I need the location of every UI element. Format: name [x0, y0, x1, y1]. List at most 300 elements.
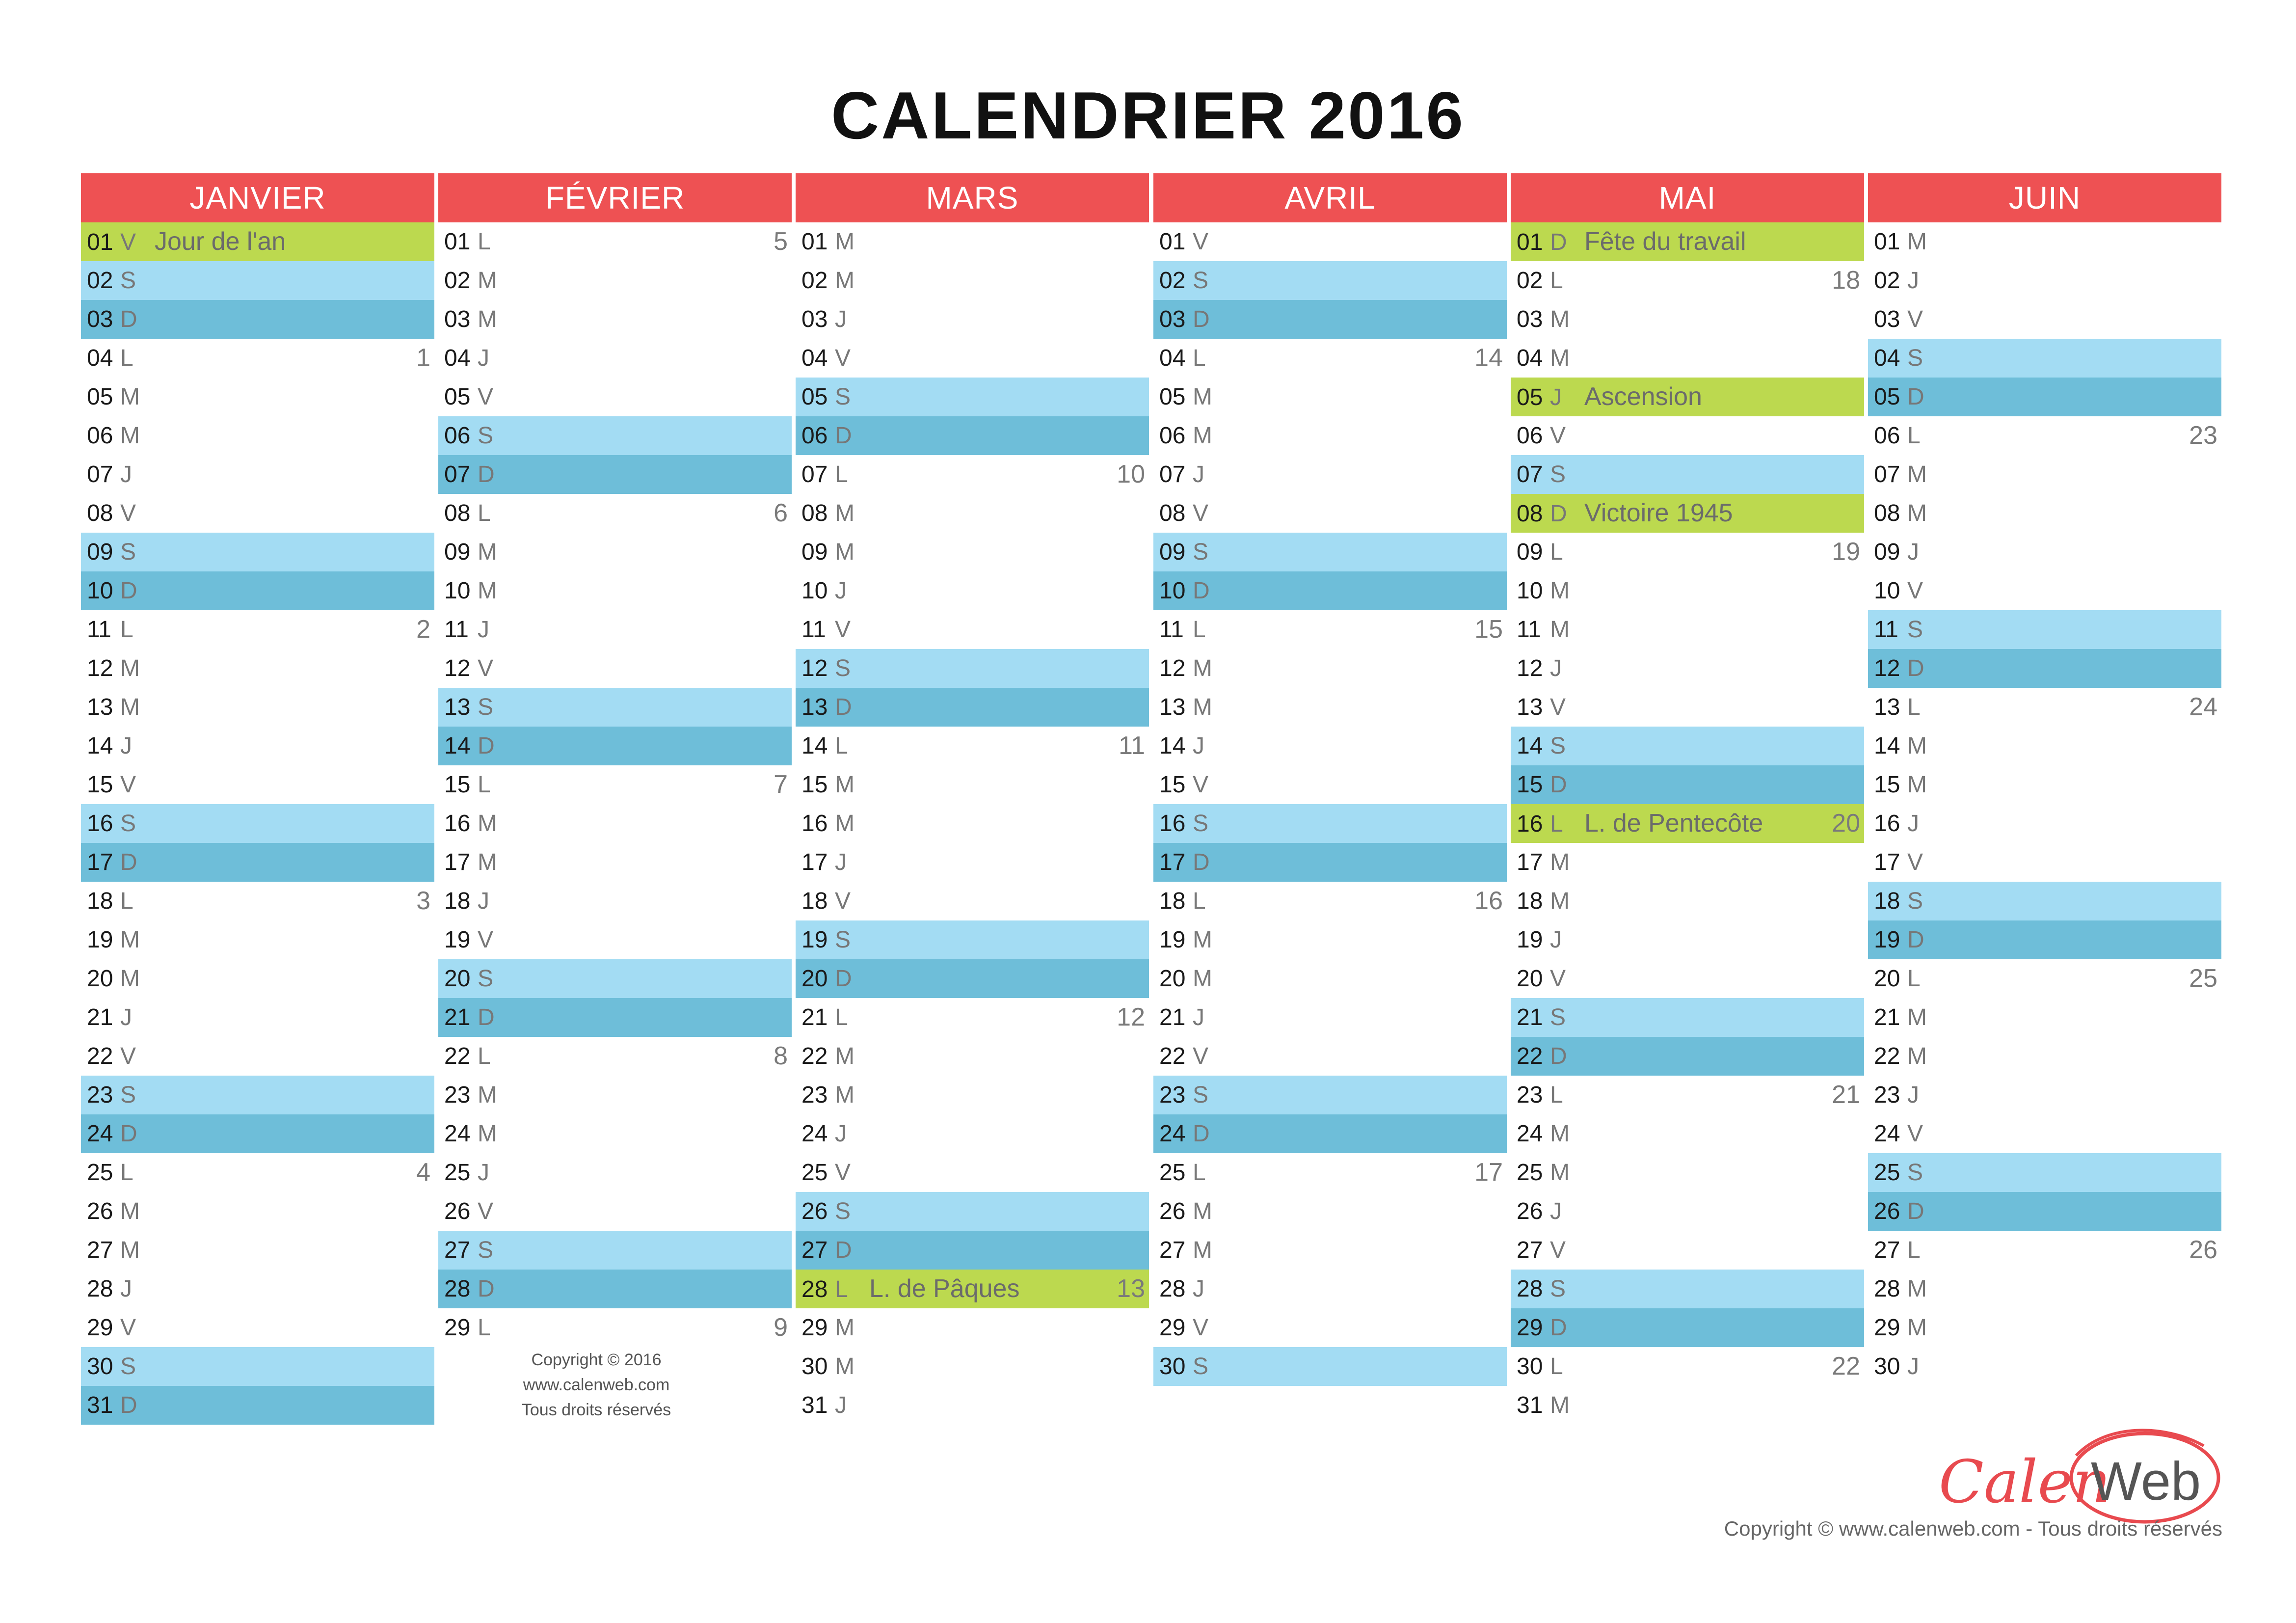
day-number: 11: [1874, 617, 1898, 643]
day-row: [1511, 1270, 1864, 1308]
day-letter: V: [1907, 1121, 1923, 1147]
day-letter: D: [478, 461, 495, 487]
day-letter: J: [1193, 461, 1204, 487]
week-number: 19: [1832, 538, 1860, 566]
month-header: JUIN: [1868, 173, 2221, 222]
day-row: [438, 1308, 792, 1347]
day-number: 18: [801, 888, 828, 914]
day-row: [438, 649, 792, 688]
day-letter: D: [1907, 384, 1924, 410]
day-row: [1511, 1347, 1864, 1386]
day-letter: M: [478, 1121, 497, 1147]
day-letter: L: [478, 229, 491, 255]
day-number: 11: [1517, 617, 1541, 643]
day-number: 29: [1159, 1315, 1186, 1341]
day-letter: L: [835, 733, 848, 759]
day-number: 06: [801, 423, 828, 449]
week-number: 15: [1474, 615, 1503, 644]
day-letter: D: [1550, 229, 1567, 255]
day-letter: V: [1907, 306, 1923, 332]
day-number: 23: [1159, 1082, 1186, 1108]
day-number: 02: [1874, 268, 1900, 294]
day-letter: S: [1193, 539, 1209, 565]
day-letter: S: [835, 927, 851, 953]
day-row: [1511, 533, 1864, 571]
day-number: 21: [1159, 1004, 1186, 1030]
day-number: 28: [444, 1276, 471, 1302]
day-row: [1511, 1114, 1864, 1153]
day-number: 04: [87, 345, 113, 371]
day-letter: D: [1193, 578, 1210, 604]
day-row: [1511, 300, 1864, 339]
day-letter: J: [1550, 655, 1562, 681]
day-row: [1153, 1231, 1507, 1270]
day-row: [1153, 920, 1507, 959]
day-letter: M: [1193, 1237, 1212, 1263]
day-letter: J: [1907, 1353, 1919, 1380]
day-letter: V: [120, 229, 136, 255]
day-row: [81, 1192, 434, 1231]
day-number: 15: [801, 772, 828, 798]
day-letter: J: [120, 1276, 132, 1302]
day-letter: D: [120, 1121, 137, 1147]
day-row: [796, 843, 1149, 882]
day-number: 12: [801, 655, 828, 681]
day-row: [1868, 1076, 2221, 1114]
day-number: 10: [1517, 578, 1543, 604]
day-row: [1868, 1192, 2221, 1231]
day-number: 20: [444, 966, 471, 992]
logo-text-web: Web: [2091, 1451, 2201, 1512]
day-letter: M: [1907, 772, 1927, 798]
day-row: [1153, 571, 1507, 610]
day-letter: V: [1193, 772, 1209, 798]
day-number: 18: [1517, 888, 1543, 914]
day-row: [1153, 727, 1507, 765]
day-row: [1153, 261, 1507, 300]
day-letter: V: [1550, 966, 1566, 992]
week-number: 16: [1474, 887, 1503, 915]
day-number: 26: [1159, 1198, 1186, 1224]
day-row: [796, 533, 1149, 571]
day-letter: V: [1193, 500, 1209, 526]
day-letter: M: [835, 1043, 854, 1069]
day-number: 05: [1517, 384, 1543, 410]
day-number: 28: [1159, 1276, 1186, 1302]
day-row: [81, 1270, 434, 1308]
day-letter: M: [1907, 461, 1927, 487]
day-row: [1868, 959, 2221, 998]
day-number: 19: [1159, 927, 1186, 953]
day-letter: M: [835, 229, 854, 255]
day-number: 07: [1159, 461, 1186, 487]
day-letter: S: [1550, 733, 1566, 759]
day-letter: L: [835, 1004, 848, 1030]
day-letter: M: [120, 1198, 140, 1224]
day-number: 09: [87, 539, 113, 565]
day-number: 25: [1517, 1160, 1543, 1186]
day-letter: D: [1907, 927, 1924, 953]
day-number: 11: [801, 617, 826, 643]
mid-copyright-line2: www.calenweb.com: [523, 1376, 670, 1394]
day-letter: V: [1193, 229, 1209, 255]
day-letter: M: [1550, 1392, 1570, 1418]
day-row: [1511, 1308, 1864, 1347]
day-row: [81, 843, 434, 882]
day-number: 08: [1517, 501, 1543, 527]
day-number: 18: [87, 888, 113, 914]
day-letter: M: [835, 500, 854, 526]
day-row: [438, 416, 792, 455]
week-number: 14: [1474, 344, 1503, 372]
day-letter: M: [1550, 1121, 1570, 1147]
day-number: 28: [801, 1276, 828, 1302]
day-letter: V: [120, 1315, 136, 1341]
day-letter: L: [1550, 1353, 1563, 1380]
day-row: [796, 494, 1149, 533]
day-number: 03: [1517, 306, 1543, 332]
day-letter: D: [1550, 1043, 1567, 1069]
day-letter: M: [835, 1315, 854, 1341]
day-row: [1153, 1114, 1507, 1153]
day-number: 04: [801, 345, 828, 371]
day-row: [81, 1037, 434, 1076]
day-row: [796, 378, 1149, 416]
day-row: [796, 1308, 1149, 1347]
day-row: [1153, 1153, 1507, 1192]
day-letter: L: [478, 772, 491, 798]
day-row: [81, 222, 434, 261]
calenweb-logo: [1929, 1426, 2223, 1529]
day-number: 03: [1874, 306, 1900, 332]
day-letter: L: [120, 617, 133, 643]
day-row: [81, 571, 434, 610]
day-row: [1153, 765, 1507, 804]
day-letter: J: [1550, 384, 1562, 410]
week-number: 20: [1832, 809, 1860, 838]
day-number: 31: [1517, 1392, 1543, 1418]
day-number: 22: [444, 1043, 471, 1069]
month-column: [1153, 173, 1507, 1386]
day-letter: J: [120, 733, 132, 759]
day-number: 21: [1517, 1004, 1543, 1030]
day-letter: M: [1193, 384, 1212, 410]
day-letter: S: [1193, 1082, 1209, 1108]
day-row: [438, 1037, 792, 1076]
day-row: [796, 1270, 1149, 1308]
day-letter: D: [120, 578, 137, 604]
day-letter: D: [120, 306, 137, 332]
day-letter: M: [1193, 966, 1212, 992]
day-number: 05: [1159, 384, 1186, 410]
day-letter: J: [1193, 1004, 1204, 1030]
day-row: [1511, 222, 1864, 261]
day-row: [1868, 1308, 2221, 1347]
month-column: [438, 173, 792, 1347]
day-number: 23: [1517, 1082, 1543, 1108]
day-number: 29: [1874, 1315, 1900, 1341]
day-number: 08: [87, 500, 113, 526]
day-row: [796, 1114, 1149, 1153]
day-number: 06: [1517, 423, 1543, 449]
day-row: [81, 1231, 434, 1270]
day-number: 17: [87, 849, 113, 875]
day-number: 12: [1874, 655, 1900, 681]
day-number: 20: [801, 966, 828, 992]
day-row: [1511, 688, 1864, 727]
day-number: 27: [1159, 1237, 1186, 1263]
day-row: [81, 1347, 434, 1386]
day-row: [1153, 610, 1507, 649]
day-number: 24: [444, 1121, 471, 1147]
day-row: [1868, 1231, 2221, 1270]
day-row: [1511, 959, 1864, 998]
day-number: 04: [1874, 345, 1900, 371]
day-number: 23: [87, 1082, 113, 1108]
day-number: 14: [1517, 733, 1543, 759]
day-row: [1511, 649, 1864, 688]
day-number: 08: [444, 500, 471, 526]
day-row: [438, 1270, 792, 1308]
day-letter: V: [478, 927, 494, 953]
day-number: 20: [1874, 966, 1900, 992]
day-row: [1153, 416, 1507, 455]
day-number: 19: [444, 927, 471, 953]
day-letter: M: [120, 1237, 140, 1263]
day-row: [438, 533, 792, 571]
day-row: [1511, 1231, 1864, 1270]
day-row: [796, 688, 1149, 727]
day-letter: D: [1193, 1121, 1210, 1147]
day-row: [438, 843, 792, 882]
day-row: [1511, 920, 1864, 959]
day-number: 25: [1159, 1160, 1186, 1186]
day-number: 26: [801, 1198, 828, 1224]
day-row: [1868, 920, 2221, 959]
day-row: [1868, 533, 2221, 571]
day-number: 26: [444, 1198, 471, 1224]
day-number: 09: [444, 539, 471, 565]
day-number: 12: [1517, 655, 1543, 681]
day-row: [796, 649, 1149, 688]
day-number: 22: [1874, 1043, 1900, 1069]
week-number: 6: [774, 499, 788, 527]
day-number: 04: [444, 345, 471, 371]
day-letter: M: [478, 268, 497, 294]
day-number: 12: [87, 655, 113, 681]
day-row: [81, 300, 434, 339]
day-row: [1153, 843, 1507, 882]
day-letter: V: [835, 345, 851, 371]
day-letter: M: [120, 655, 140, 681]
day-row: [81, 688, 434, 727]
day-number: 26: [87, 1198, 113, 1224]
day-letter: D: [835, 694, 852, 720]
day-row: [81, 378, 434, 416]
day-number: 01: [1517, 229, 1543, 255]
day-number: 17: [444, 849, 471, 875]
day-number: 27: [1517, 1237, 1543, 1263]
day-letter: J: [835, 1121, 847, 1147]
day-letter: M: [1550, 306, 1570, 332]
day-number: 14: [1874, 733, 1900, 759]
day-letter: L: [1907, 694, 1921, 720]
day-number: 12: [1159, 655, 1186, 681]
day-number: 07: [444, 461, 471, 487]
day-number: 04: [1517, 345, 1543, 371]
week-number: 2: [416, 615, 430, 644]
day-letter: M: [1907, 1004, 1927, 1030]
day-letter: J: [835, 849, 847, 875]
day-letter: V: [120, 772, 136, 798]
day-row: [438, 222, 792, 261]
day-row: [438, 1114, 792, 1153]
day-row: [796, 727, 1149, 765]
day-number: 02: [87, 268, 113, 294]
day-letter: D: [1550, 1315, 1567, 1341]
day-letter: D: [1907, 1198, 1924, 1224]
day-number: 29: [444, 1315, 471, 1341]
day-letter: M: [1193, 423, 1212, 449]
day-letter: M: [1550, 888, 1570, 914]
day-row: [81, 533, 434, 571]
day-row: [796, 610, 1149, 649]
day-row: [438, 571, 792, 610]
month-column: [796, 173, 1149, 1425]
day-letter: M: [1907, 1315, 1927, 1341]
holiday-label: Victoire 1945: [1584, 499, 1733, 527]
day-row: [81, 765, 434, 804]
day-number: 27: [1874, 1237, 1900, 1263]
day-number: 13: [1517, 694, 1543, 720]
day-number: 25: [1874, 1160, 1900, 1186]
day-number: 28: [87, 1276, 113, 1302]
day-letter: L: [478, 1043, 491, 1069]
day-row: [1868, 416, 2221, 455]
week-number: 23: [2189, 421, 2217, 450]
day-row: [1868, 804, 2221, 843]
day-number: 16: [444, 811, 471, 837]
day-row: [438, 494, 792, 533]
day-number: 08: [1874, 500, 1900, 526]
day-number: 29: [1517, 1315, 1543, 1341]
day-number: 02: [1159, 268, 1186, 294]
day-letter: J: [1907, 268, 1919, 294]
day-number: 27: [444, 1237, 471, 1263]
day-row: [438, 455, 792, 494]
day-row: [1511, 1192, 1864, 1231]
day-row: [796, 1192, 1149, 1231]
day-row: [1153, 1270, 1507, 1308]
day-letter: V: [1907, 849, 1923, 875]
day-letter: M: [120, 694, 140, 720]
day-letter: M: [1193, 927, 1212, 953]
day-letter: V: [478, 655, 494, 681]
day-letter: D: [835, 1237, 852, 1263]
day-row: [796, 1231, 1149, 1270]
day-row: [1153, 1076, 1507, 1114]
mid-copyright-line3: Tous droits réservés: [521, 1401, 671, 1419]
day-row: [81, 1386, 434, 1425]
week-number: 9: [774, 1313, 788, 1342]
week-number: 8: [774, 1042, 788, 1070]
day-row: [796, 222, 1149, 261]
day-row: [438, 998, 792, 1037]
day-letter: V: [835, 617, 851, 643]
month-header: FÉVRIER: [438, 173, 792, 222]
day-row: [438, 882, 792, 920]
day-row: [1868, 571, 2221, 610]
holiday-label: Ascension: [1584, 382, 1702, 411]
day-letter: M: [835, 539, 854, 565]
day-letter: S: [1550, 1004, 1566, 1030]
day-row: [796, 1076, 1149, 1114]
day-letter: M: [1193, 694, 1212, 720]
day-row: [796, 1153, 1149, 1192]
day-number: 30: [1874, 1353, 1900, 1380]
day-number: 07: [801, 461, 828, 487]
day-row: [438, 1192, 792, 1231]
day-number: 28: [1874, 1276, 1900, 1302]
day-number: 19: [1874, 927, 1900, 953]
week-number: 7: [774, 770, 788, 799]
day-letter: M: [478, 306, 497, 332]
day-row: [438, 959, 792, 998]
day-letter: D: [1193, 306, 1210, 332]
day-row: [81, 1076, 434, 1114]
day-row: [796, 1037, 1149, 1076]
day-number: 03: [87, 306, 113, 332]
day-number: 07: [1874, 461, 1900, 487]
month-column: [1868, 173, 2221, 1386]
day-letter: M: [120, 384, 140, 410]
day-row: [81, 920, 434, 959]
day-number: 06: [1874, 423, 1900, 449]
day-number: 26: [1517, 1198, 1543, 1224]
day-number: 24: [1874, 1121, 1900, 1147]
day-letter: M: [478, 849, 497, 875]
day-number: 24: [1159, 1121, 1186, 1147]
day-letter: J: [478, 345, 489, 371]
day-number: 06: [1159, 423, 1186, 449]
day-row: [1153, 455, 1507, 494]
day-letter: S: [1193, 268, 1209, 294]
day-number: 17: [1517, 849, 1543, 875]
day-letter: M: [1907, 1276, 1927, 1302]
day-letter: L: [120, 888, 133, 914]
day-letter: S: [1550, 1276, 1566, 1302]
day-letter: L: [1907, 966, 1921, 992]
day-row: [1868, 1153, 2221, 1192]
day-letter: M: [120, 423, 140, 449]
day-letter: J: [1907, 811, 1919, 837]
day-letter: V: [120, 500, 136, 526]
day-number: 06: [444, 423, 471, 449]
day-number: 14: [87, 733, 113, 759]
day-row: [81, 998, 434, 1037]
bottom-copyright: Copyright © www.calenweb.com - Tous droits réservés: [1724, 1517, 2222, 1540]
day-row: [1511, 1076, 1864, 1114]
day-number: 03: [1159, 306, 1186, 332]
day-letter: S: [1193, 811, 1209, 837]
day-row: [81, 649, 434, 688]
day-row: [796, 300, 1149, 339]
day-row: [1511, 843, 1864, 882]
day-row: [1153, 1347, 1507, 1386]
day-number: 30: [1517, 1353, 1543, 1380]
day-letter: L: [1193, 345, 1206, 371]
day-letter: J: [835, 578, 847, 604]
